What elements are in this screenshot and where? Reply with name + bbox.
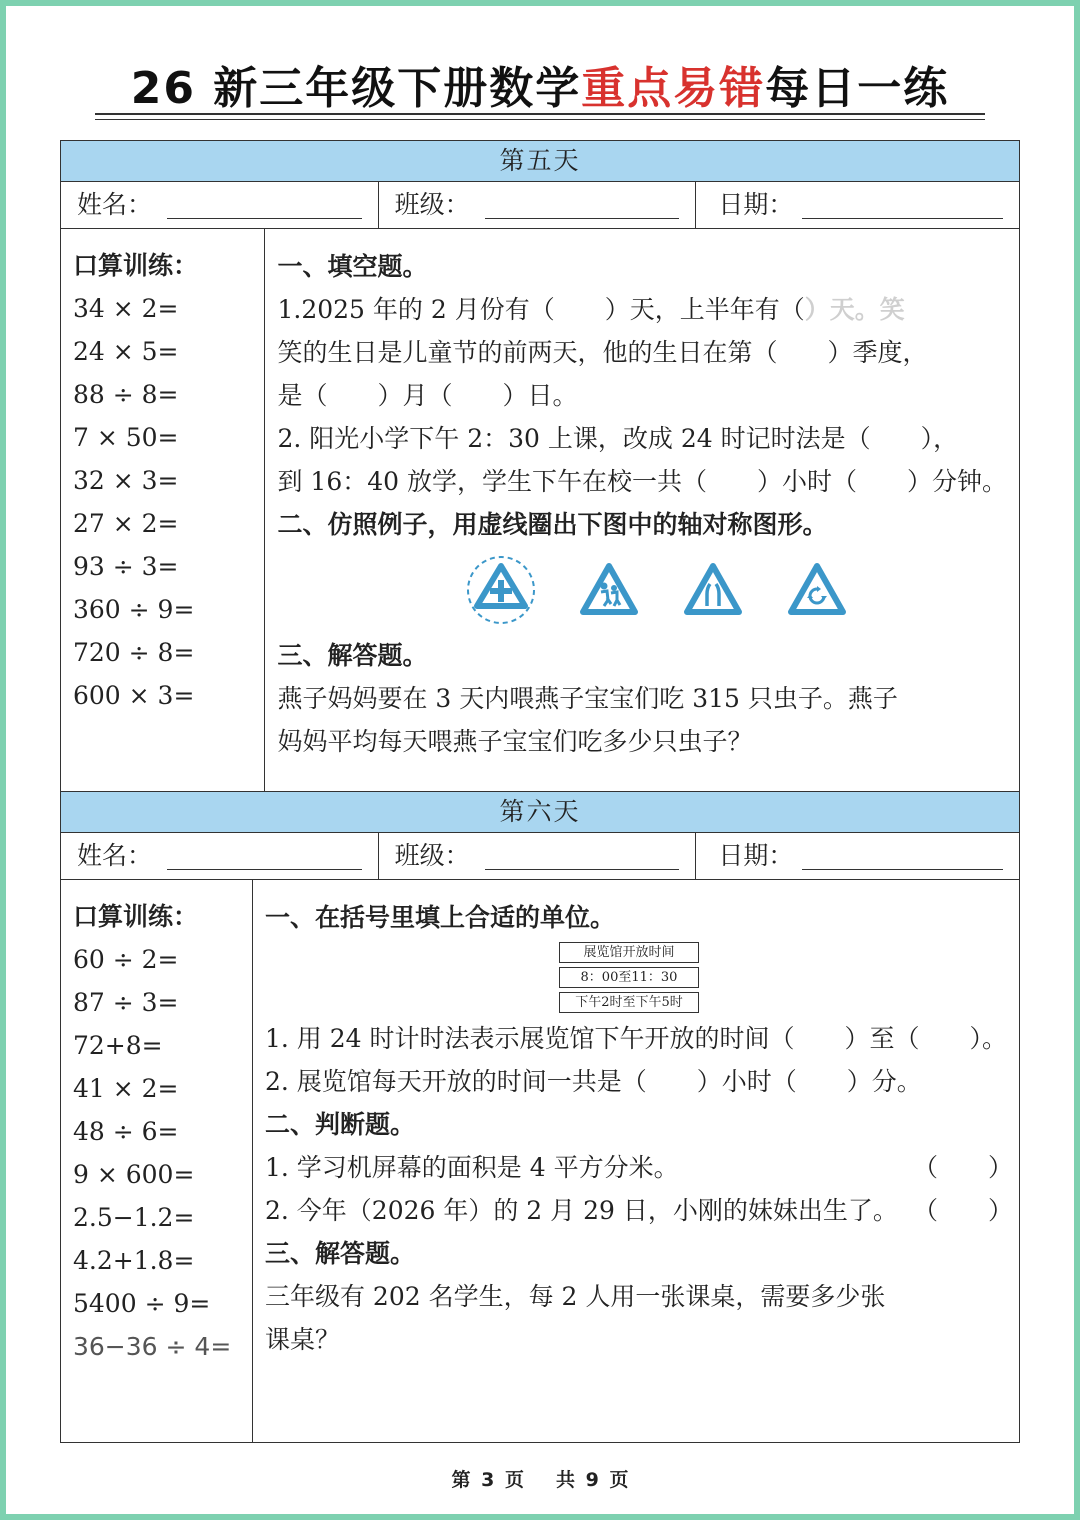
oral-item: 41 × 2=: [73, 1074, 179, 1103]
day5-oral-column: [61, 229, 265, 791]
day5-header: 第五天: [61, 141, 1019, 182]
day6-header: 第六天: [61, 792, 1019, 833]
oral-item: 7 × 50=: [73, 423, 179, 452]
class-label: 班级：: [394, 841, 470, 870]
question-line: 到 16：40 放学，学生下午在校一共（ ）小时（ ）分钟。: [277, 467, 1007, 496]
question-line: 笑的生日是儿童节的前两天，他的生日在第（ ）季度，: [277, 338, 928, 367]
page-footer: [0, 1465, 1080, 1492]
section-title: 一、在括号里填上合适的单位。: [264, 903, 615, 932]
day6-content: [61, 880, 1019, 1442]
plus-sign-icon[interactable]: [465, 554, 537, 626]
oral-item: 600 × 3=: [73, 681, 195, 710]
question-line: 2. 展览馆每天开放的时间一共是（ ）小时（ ）分。: [264, 1067, 922, 1096]
date-label: 日期：: [718, 190, 794, 219]
children-crossing-sign-icon[interactable]: [577, 558, 641, 622]
day6-name-field[interactable]: [61, 833, 379, 879]
timetable-title: 展览馆开放时间: [559, 942, 699, 963]
title-part1: 26 新三年级下册数学: [130, 63, 582, 114]
traffic-signs-row: [277, 546, 1007, 634]
day6-date-field[interactable]: [696, 833, 1019, 879]
page-total: 共 9 页: [556, 1469, 629, 1491]
answer-bracket[interactable]: （ ）: [912, 1153, 1013, 1182]
page-title: [0, 52, 1080, 116]
oral-item: 72+8=: [73, 1031, 163, 1060]
day5-block: [60, 140, 1020, 792]
date-line: [802, 218, 1003, 219]
oral-item: 60 ÷ 2=: [73, 945, 179, 974]
question-line: [277, 288, 1007, 331]
day6-info-row: [61, 833, 1019, 880]
day6-questions: [253, 880, 1019, 1442]
title-highlight: 重点易错: [581, 63, 766, 114]
judge-text: 1. 学习机屏幕的面积是 4 平方分米。: [264, 1153, 679, 1182]
question-line: 三年级有 202 名学生，每 2 人用一张课桌，需要多少张: [264, 1282, 886, 1311]
section-title: 二、判断题。: [264, 1110, 415, 1139]
day6-oral-column: [61, 880, 253, 1442]
narrow-road-sign-icon[interactable]: [681, 558, 745, 622]
section-title: 三、解答题。: [277, 641, 428, 670]
section-title: 三、解答题。: [264, 1239, 415, 1268]
class-line: [485, 869, 680, 870]
day5-date-field[interactable]: [696, 182, 1019, 228]
date-line: [802, 869, 1003, 870]
section-title: 二、仿照例子，用虚线圈出下图中的轴对称图形。: [277, 510, 828, 539]
oral-item: 4.2+1.8=: [73, 1246, 195, 1275]
title-underline-thin: [95, 119, 985, 120]
oral-heading: 口算训练：: [73, 251, 199, 280]
day5-name-field[interactable]: [61, 182, 379, 228]
page-number: 第 3 页: [451, 1469, 524, 1491]
oral-item: 32 × 3=: [73, 466, 179, 495]
day6-class-field[interactable]: [379, 833, 697, 879]
name-label: 姓名：: [77, 841, 153, 870]
oral-item: 93 ÷ 3=: [73, 552, 179, 581]
oral-item: 88 ÷ 8=: [73, 380, 179, 409]
roundabout-sign-icon[interactable]: [785, 558, 849, 622]
oral-item: 48 ÷ 6=: [73, 1117, 179, 1146]
day5-questions: [265, 229, 1019, 791]
oral-item: 36−36 ÷ 4=: [73, 1332, 232, 1361]
name-line: [167, 869, 362, 870]
title-underline: [95, 113, 985, 115]
judge-line: [264, 1146, 1013, 1189]
judge-text: 2. 今年（2026 年）的 2 月 29 日，小刚的妹妹出生了。: [264, 1196, 898, 1225]
oral-item: 24 × 5=: [73, 337, 179, 366]
title-part2: 每日一练: [765, 63, 950, 114]
day6-block: [60, 791, 1020, 1443]
section-title: 一、填空题。: [277, 252, 428, 281]
oral-heading: 口算训练：: [73, 902, 199, 931]
class-label: 班级：: [394, 190, 470, 219]
class-line: [485, 218, 680, 219]
q1-text: 1.2025 年的 2 月份有（ ）天，上半年有（: [277, 295, 805, 324]
oral-item: 5400 ÷ 9=: [73, 1289, 211, 1318]
oral-item: 720 ÷ 8=: [73, 638, 195, 667]
question-line: 燕子妈妈要在 3 天内喂燕子宝宝们吃 315 只虫子。燕子: [277, 684, 898, 713]
question-line: 课桌？: [264, 1325, 340, 1354]
timetable-afternoon: 下午2时至下午5时: [559, 992, 699, 1013]
exhibition-timetable: [559, 942, 699, 1013]
question-line: 2. 阳光小学下午 2：30 上课，改成 24 时记时法是（ ），: [277, 424, 959, 453]
question-line: 妈妈平均每天喂燕子宝宝们吃多少只虫子？: [277, 727, 753, 756]
name-label: 姓名：: [77, 190, 153, 219]
name-line: [167, 218, 362, 219]
oral-item: 27 × 2=: [73, 509, 179, 538]
q1-watermarked-text: ）天。笑: [804, 295, 905, 324]
oral-item: 2.5−1.2=: [73, 1203, 195, 1232]
question-line: 是（ ）月（ ）日。: [277, 381, 578, 410]
oral-item: 9 × 600=: [73, 1160, 195, 1189]
oral-item: 34 × 2=: [73, 294, 179, 323]
timetable-morning: 8：00至11：30: [559, 967, 699, 988]
oral-item: 360 ÷ 9=: [73, 595, 195, 624]
date-label: 日期：: [718, 841, 794, 870]
day5-info-row: [61, 182, 1019, 229]
question-line: 1. 用 24 时计时法表示展览馆下午开放的时间（ ）至（ ）。: [264, 1024, 1007, 1053]
day5-content: [61, 229, 1019, 791]
answer-bracket[interactable]: （ ）: [912, 1196, 1013, 1225]
oral-item: 87 ÷ 3=: [73, 988, 179, 1017]
judge-line: [264, 1189, 1013, 1232]
day5-class-field[interactable]: [379, 182, 697, 228]
